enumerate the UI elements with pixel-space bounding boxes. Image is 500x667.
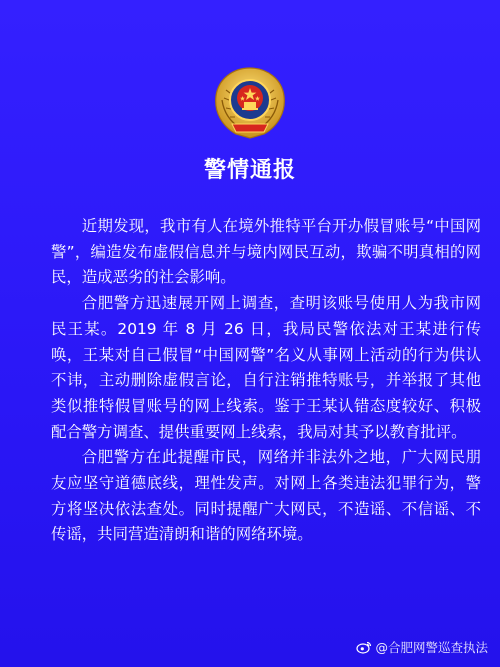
police-emblem-icon xyxy=(208,66,292,140)
notice-paragraph: 合肥警方迅速展开网上调查，查明该账号使用人为我市网民王某。2019 年 8 月 26 日，我局民警依法对王某进行传唤，王某对自己假冒“中国网警”名义从事网上活动的行为供认不讳，主动删除虚假言论，自行注销推特账号，并举报了其他类似推特假冒账号的网上线索。鉴于王某认错态度较好、积极配合警方调查、提供重要网上线索，我局对其予以教育批评。 xyxy=(51,294,481,441)
weibo-watermark xyxy=(356,638,488,656)
weibo-icon xyxy=(356,640,372,654)
notice-body xyxy=(51,214,481,548)
notice-paragraph: 合肥警方在此提醒市民，网络并非法外之地，广大网民朋友应坚守道德底线，理性发声。对网上各类违法犯罪行为，警方将坚决依法查处。同时提醒广大网民，不造谣、不信谣、不传谣，共同营造清朗和谐的网络环境。 xyxy=(51,448,481,544)
notice-title: 警情通报 xyxy=(203,158,296,183)
watermark-text: @合肥网警巡查执法 xyxy=(375,640,488,655)
notice-paragraph: 近期发现，我市有人在境外推特平台开办假冒账号“中国网警”，编造发布虚假信息并与境内网民互动，欺骗不明真相的网民，造成恶劣的社会影响。 xyxy=(51,217,481,287)
